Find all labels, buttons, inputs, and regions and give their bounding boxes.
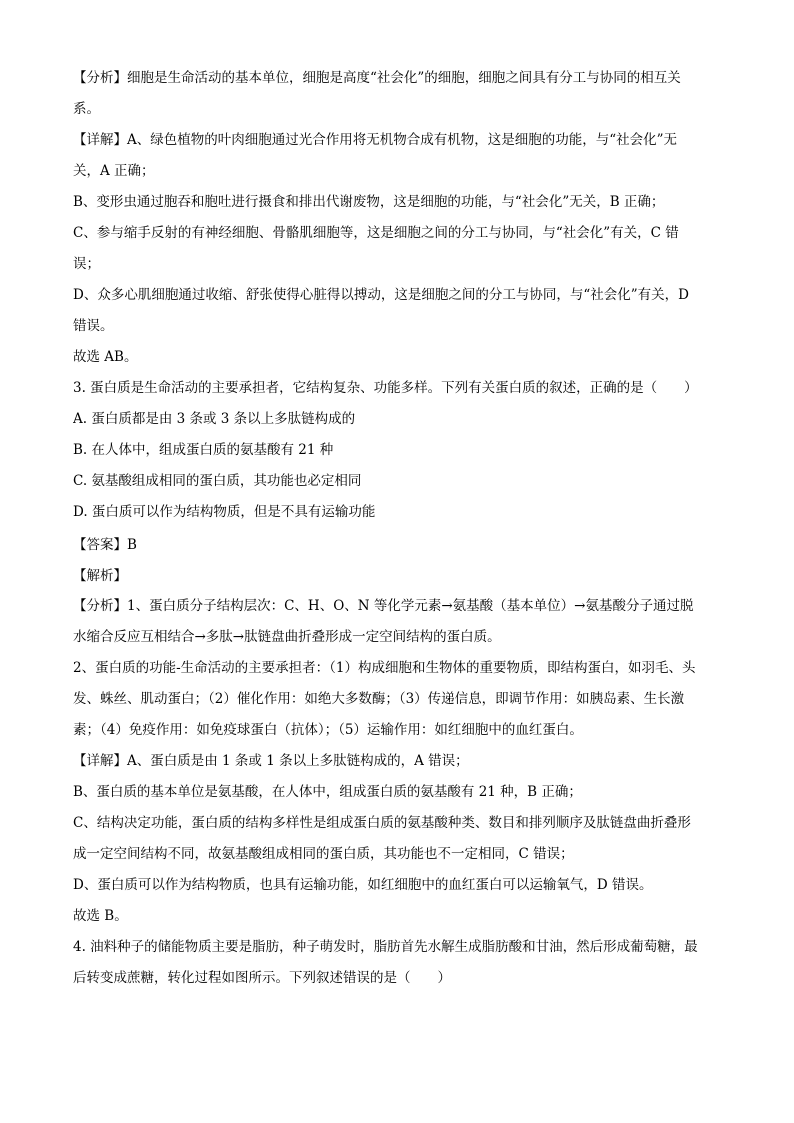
detail-line-b: B、变形虫通过胞吞和胞吐进行摄食和排出代谢废物，这是细胞的功能，与“社会化”无关，B 正确； <box>73 194 665 210</box>
answer-choice-line: 故选 AB。 <box>73 349 138 365</box>
detail-line-c1: C、参与缩手反射的有神经细胞、骨骼肌细胞等，这是细胞之间的分工与协同，与“社会化”有关，C 错 <box>73 225 679 241</box>
analysis-line-2: 系。 <box>73 101 100 117</box>
detail-line-c2: 误； <box>73 256 100 272</box>
q3-analysis-line-2: 水缩合反应互相结合→多肽→肽链盘曲折叠形成一定空间结构的蛋白质。 <box>73 629 501 645</box>
question-4-stem-line-1: 4. 油料种子的储能物质主要是脂肪，种子萌发时，脂肪首先水解生成脂肪酸和甘油，然后形成葡萄糖，最 <box>73 939 698 955</box>
question-3-option-b: B. 在人体中，组成蛋白质的氨基酸有 21 种 <box>73 442 334 458</box>
detail-line-a1: 【详解】A、绿色植物的叶肉细胞通过光合作用将无机物合成有机物，这是细胞的功能，与“社会化”无 <box>73 132 678 148</box>
detail-line-a2: 关，A 正确； <box>73 163 155 179</box>
question-4-stem-line-2: 后转变成蔗糖，转化过程如图所示。下列叙述错误的是（ ） <box>73 970 451 986</box>
question-3-answer: 【答案】B <box>73 537 137 553</box>
detail-line-d2: 错误。 <box>73 318 114 334</box>
q3-analysis-line-3: 2、蛋白质的功能-生命活动的主要承担者：（1）构成细胞和生物体的重要物质，即结构蛋白，如羽毛、头 <box>73 660 696 676</box>
question-3-explanation-heading: 【解析】 <box>73 568 127 584</box>
q3-detail-line-b: B、蛋白质的基本单位是氨基酸，在人体中，组成蛋白质的氨基酸有 21 种，B 正确； <box>73 784 582 800</box>
question-3-option-d: D. 蛋白质可以作为结构物质，但是不具有运输功能 <box>73 504 376 520</box>
q3-detail-line-d: D、蛋白质可以作为结构物质，也具有运输功能，如红细胞中的血红蛋白可以运输氧气，D 错误。 <box>73 877 653 893</box>
q3-answer-choice-line: 故选 B。 <box>73 908 128 924</box>
question-3-option-c: C. 氨基酸组成相同的蛋白质，其功能也必定相同 <box>73 473 362 489</box>
q3-analysis-line-4: 发、蛛丝、肌动蛋白；（2）催化作用：如绝大多数酶；（3）传递信息，即调节作用：如胰岛素、生长激 <box>73 691 685 707</box>
question-3-stem: 3. 蛋白质是生命活动的主要承担者，它结构复杂、功能多样。下列有关蛋白质的叙述，正确的是（ ） <box>73 380 698 396</box>
detail-line-d1: D、众多心肌细胞通过收缩、舒张使得心脏得以搏动，这是细胞之间的分工与协同，与“社会化”有关，D <box>73 287 689 303</box>
analysis-line-1: 【分析】细胞是生命活动的基本单位，细胞是高度“社会化”的细胞，细胞之间具有分工与协同的相互关 <box>73 70 681 86</box>
question-3-option-a: A. 蛋白质都是由 3 条或 3 条以上多肽链构成的 <box>73 411 356 427</box>
q3-detail-line-a: 【详解】A、蛋白质是由 1 条或 1 条以上多肽链构成的，A 错误； <box>73 753 469 769</box>
q3-analysis-line-1: 【分析】1、蛋白质分子结构层次：C、H、O、N 等化学元素→氨基酸（基本单位）→氨基酸分子通过脱 <box>73 598 694 614</box>
q3-detail-line-c2: 成一定空间结构不同，故氨基酸组成相同的蛋白质，其功能也不一定相同，C 错误； <box>73 846 574 862</box>
q3-detail-line-c1: C、结构决定功能，蛋白质的结构多样性是组成蛋白质的氨基酸种类、数目和排列顺序及肽链盘曲折叠形 <box>73 815 691 831</box>
q3-analysis-line-5: 素；（4）免疫作用：如免疫球蛋白（抗体）；（5）运输作用：如红细胞中的血红蛋白。 <box>73 722 583 738</box>
